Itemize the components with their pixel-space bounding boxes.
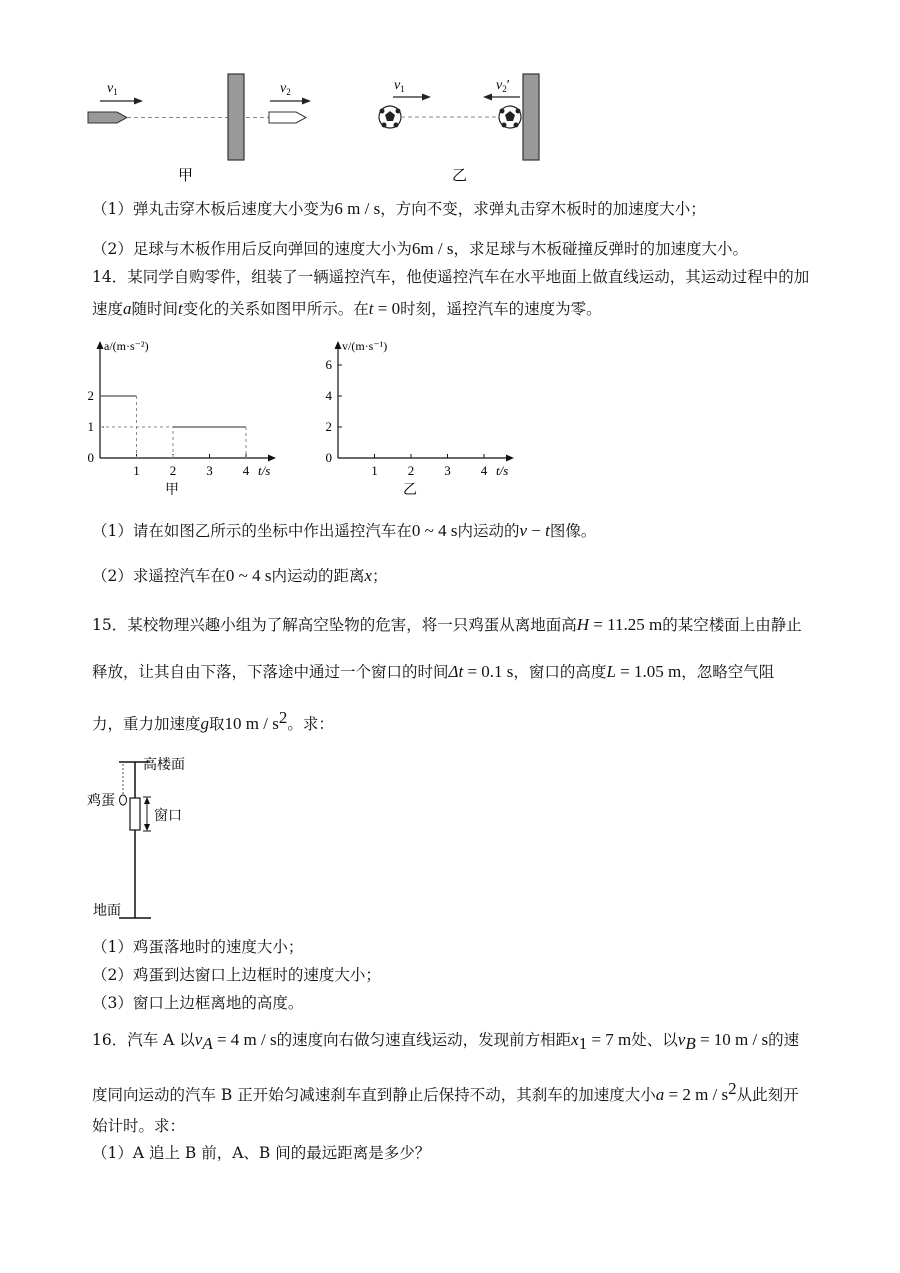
egg <box>120 795 127 805</box>
q13-part2: （2）足球与木板作用后反向弹回的速度大小为6m / s，求足球与木板碰撞反弹时的加速度大小。 <box>92 239 748 258</box>
x-axis-label: t/s <box>258 463 271 478</box>
y-axis-arrow <box>335 341 342 349</box>
q16-stem-line2: 度同向运动的汽车 B 正开始匀减速刹车直到静止后保持不动，其刹车的加速度大小a = 2 m / $s^2$从此刻开 <box>92 1079 799 1105</box>
label-egg: 鸡蛋 <box>87 794 115 809</box>
x-axis-arrow <box>268 455 276 462</box>
x-tick-label: 3 <box>206 463 213 478</box>
y-tick-label: 1 <box>87 419 94 434</box>
y-tick-label: 6 <box>325 357 332 372</box>
y-tick-label: 0 <box>87 450 94 465</box>
v2-prime-label: $v_2'$ <box>496 78 510 94</box>
v2-label: $v_2$ <box>280 81 291 97</box>
x-tick-label: 4 <box>242 463 250 478</box>
q15-part3: （3）窗口上边框离地的高度。 <box>92 994 304 1012</box>
label-yi: 乙 <box>452 168 468 184</box>
wooden-board <box>228 74 244 160</box>
x-tick-label: 1 <box>371 463 378 478</box>
x-tick-label: 2 <box>407 463 415 478</box>
bullet-after <box>269 112 306 123</box>
x-tick-label: 1 <box>133 463 140 478</box>
label-jia: 甲 <box>178 168 194 184</box>
q14-part1: （1）请在如图乙所示的坐标中作出遥控汽车在0 ~ 4 s内运动的v − t图像。 <box>92 521 597 540</box>
figure-13-jia <box>88 74 311 184</box>
q15-stem-line3: 力，重力加速度g取10 m / $s^2$。求： <box>92 708 334 734</box>
x-tick-label: 2 <box>169 463 177 478</box>
q16-stem-line1: 16．汽车 A 以$v_A = 4$ m / s的速度向右做匀速直线运动，发现前方相距$x_1 = 7$ m处、以$v_B = 10$ m / s的速 <box>92 1030 800 1054</box>
x-axis-arrow <box>506 455 514 462</box>
y-axis-arrow <box>97 341 104 349</box>
figure-13-yi <box>379 74 539 184</box>
x-tick-label: 4 <box>480 463 488 478</box>
y-tick-label: 4 <box>325 388 332 403</box>
window <box>130 798 140 830</box>
y-axis-label: a/(m·s⁻²) <box>104 339 149 353</box>
q13-part1: （1）弹丸击穿木板后速度大小变为6 m / s，方向不变，求弹丸击穿木板时的加速度大小； <box>92 199 706 218</box>
q14-part2: （2）求遥控汽车在0 ~ 4 s内运动的距离x； <box>92 566 388 585</box>
y-tick-label: 2 <box>325 419 332 434</box>
bullet-before <box>88 112 127 123</box>
v1-label: $v_1$ <box>394 78 405 94</box>
q15-stem-line2: 释放，让其自由下落，下落途中通过一个窗口的时间Δt = 0.1 s，窗口的高度L = 1.05 m，忽略空气阻 <box>92 662 775 681</box>
q14-stem-line2: 速度a随时间t变化的关系如图甲所示。在t = 0时刻，遥控汽车的速度为零。 <box>92 299 602 318</box>
x-axis-label: t/s <box>496 463 509 478</box>
chart-a-t <box>80 335 300 495</box>
q14-stem-line1: 14．某同学自购零件，组装了一辆遥控汽车，他使遥控汽车在水平地面上做直线运动，其运动过程中的加 <box>92 268 810 286</box>
y-tick-label: 0 <box>325 450 332 465</box>
label-window: 窗口 <box>154 809 182 824</box>
label-top-floor: 高楼面 <box>143 758 185 773</box>
figure-13 <box>0 0 900 190</box>
chart-v-t <box>315 335 535 495</box>
q16-part1: （1）A 追上 B 前，A、B 间的最远距离是多少？ <box>92 1144 431 1162</box>
chart-title: 乙 <box>403 483 417 495</box>
q16-stem-line3: 始计时。求： <box>92 1117 186 1135</box>
y-axis-label: v/(m·s⁻¹) <box>342 339 388 353</box>
q15-part1: （1）鸡蛋落地时的速度大小； <box>92 938 304 956</box>
v1-label: $v_1$ <box>107 81 118 97</box>
football-right <box>499 106 521 128</box>
q15-stem-line1: 15．某校物理兴趣小组为了解高空坠物的危害，将一只鸡蛋从离地面高H = 11.25 m的某空楼面上由静止 <box>92 615 802 634</box>
wooden-board <box>523 74 539 160</box>
football-left <box>379 106 401 128</box>
x-tick-label: 3 <box>444 463 451 478</box>
q15-part2: （2）鸡蛋到达窗口上边框时的速度大小； <box>92 966 381 984</box>
label-ground: 地面 <box>93 904 121 919</box>
figure-15 <box>80 750 220 925</box>
chart-title: 甲 <box>165 483 179 495</box>
y-tick-label: 2 <box>87 388 94 403</box>
